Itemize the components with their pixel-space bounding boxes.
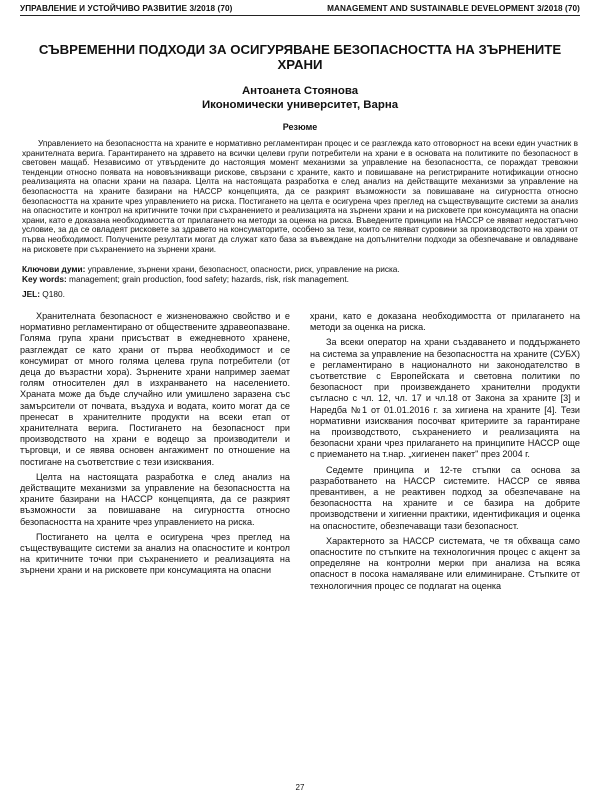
body-paragraph-continued: храни, като е доказана необходимостта от прилагането на методи за оценка на риска.: [310, 311, 580, 333]
body-paragraph: Характерното за НАССР системата, че тя обхваща само опасностите по стъпките на технологичния процес с акцент за определяне на контролни мерки при анализа на всяка опасност в посока намаляване или елиминиране. Стъпките от технологичния процес се подлагат на оценка: [310, 535, 580, 591]
body-paragraph: Постигането на целта е осигурена чрез преглед на съществуващите системи за анализ на опасностите и контрол на критичните точки при съхранението и реализацията на зърнени храни и на рисковете при консумацията на опасни: [20, 531, 290, 576]
keywords-bg: [22, 264, 578, 274]
keywords-bg-label: Ключови думи:: [22, 264, 86, 275]
body-paragraph: Целта на настоящата разработка е след анализ на действащите механизми за управление на безопасността на храните базирани на НАССР концепцията, да се разкрият възможности за повишаване на сигурността относно безопасността на храните чрез управлението на риска.: [20, 471, 290, 527]
jel-code: Q180.: [42, 288, 65, 299]
right-column: [310, 311, 580, 596]
jel-label: JEL:: [22, 288, 40, 299]
header-journal-bg: УПРАВЛЕНИЕ И УСТОЙЧИВО РАЗВИТИЕ 3/2018 (70): [20, 4, 233, 13]
header-journal-en: MANAGEMENT AND SUSTAINABLE DEVELOPMENT 3/2018 (70): [327, 4, 580, 13]
author-name: Антоанета Стоянова: [241, 85, 359, 97]
body-columns: [20, 311, 580, 596]
keywords-bg-text: управление, зърнени храни, безопасност, опасности, риск, управление на риска.: [87, 264, 400, 275]
keywords-en-text: management; grain production, food safety; hazards, risk, risk management.: [69, 274, 349, 285]
abstract-text: Управлението на безопасността на храните е нормативно регламентиран процес и се разглежда като отговорност на всеки един участник в хранителната верига. Гарантирането на здравето на всички целеви групи потребители на храни е в основата на политиките по безопасност в световен мащаб. Независимо от утвърдените до настоящия момент механизми за управление на безопасността, се пораждат тревожни тенденции относно появата на нововъзникващи рискове, свързани с храните, както и повишаване на регистрираните нотификации относно реализацията на опасни храни на пазара. Целта на настоящата разработка е след анализ на действащите механизми за управление на безопасността на храните базирани на НАССР концепцията, да се разкрият възможности за повишаване на сигурността относно безопасността на храните чрез управлението на риска. Постигането на целта е осигурена чрез преглед на съществуващите системи за анализ на опасностите и контрол на критичните точки при съхранението и реализацията на зърнени храни и на рисковете при консумацията на опасни храни, като е доказана необходимостта от прилагането на методи за оценка на риска. Въведените принципи на НАССР се явяват недостатъчно условие, за да се овладеят рисковете за здравето на консуматорите, особено за тези, които се явяват суровини за производството на храни от първа необходимост. Получените резултати могат да служат като база за въвеждане на допълнителни подходи за обезпечаване и овладяване на рисковете при съхранението на зърнени храни.: [22, 139, 578, 254]
keywords-en: [22, 274, 578, 284]
jel-classification: [22, 289, 578, 299]
body-paragraph: Хранителната безопасност е жизненоважно свойство и е нормативно регламентирано от обществените здравеопазване. Голяма група храни присъстват в ежедневното хранене, разглеждат се като храни от първа необходимост и се консумират от много голяма целева група потребители (от деца до възрастни хора). Зърнените храни например заемат голям относителен дял в изхранването на населението. Храната може да бъде случайно или умишлено заразена със замърсители от почвата, въздуха и водата, които могат да се пренесат в хранителните продукти на всеки етап от хранителната верига. Постигането на безопасност при производството на храни е водещо за производители и търговци, и се явява основен ангажимент по отношение на постигане на съответствие с тези изисквания.: [20, 311, 290, 467]
body-paragraph: Седемте принципа и 12-те стъпки са основа за разработването на НАССР системите. НАССР се явява превантивен, а не реактивен подход за обезпечаване на безопасността на храните и се базира на добрите производствени и хигиенни практики, идентификация и оценка на опасностите, обезпечаващи тази безопасност.: [310, 464, 580, 531]
article-title: СЪВРЕМЕННИ ПОДХОДИ ЗА ОСИГУРЯВАНЕ БЕЗОПАСНОСТТА НА ЗЪРНЕНИТЕ ХРАНИ: [38, 42, 562, 72]
page-number: 27: [295, 783, 305, 792]
abstract-heading: Резюме: [282, 122, 318, 132]
left-column: [20, 311, 290, 596]
running-header: [20, 4, 580, 16]
keywords-en-label: Key words:: [22, 274, 67, 285]
body-paragraph: За всеки оператор на храни създаването и поддържането на система за управление на безопасността на храните (СУБХ) е регламентирано в националното ни законодателство в съответствие с Европейската и световна политики по безопасност при произвеждането хранителни продукти съгласно с чл. 12, чл. 17 и чл.18 от Закона за храните [3] и Наредба №1 от 01.01.2016 г. за хигиена на храните [4]. Тези нормативни изисквания посочват критериите за гарантиране на производството, съхранението и реализацията на безопасни храни чрез прилагането на принципите НАССР още с приемането на т.нар. „хигиенен пакет" през 2004 г.: [310, 337, 580, 460]
author-affiliation: Икономически университет, Варна: [201, 99, 399, 111]
